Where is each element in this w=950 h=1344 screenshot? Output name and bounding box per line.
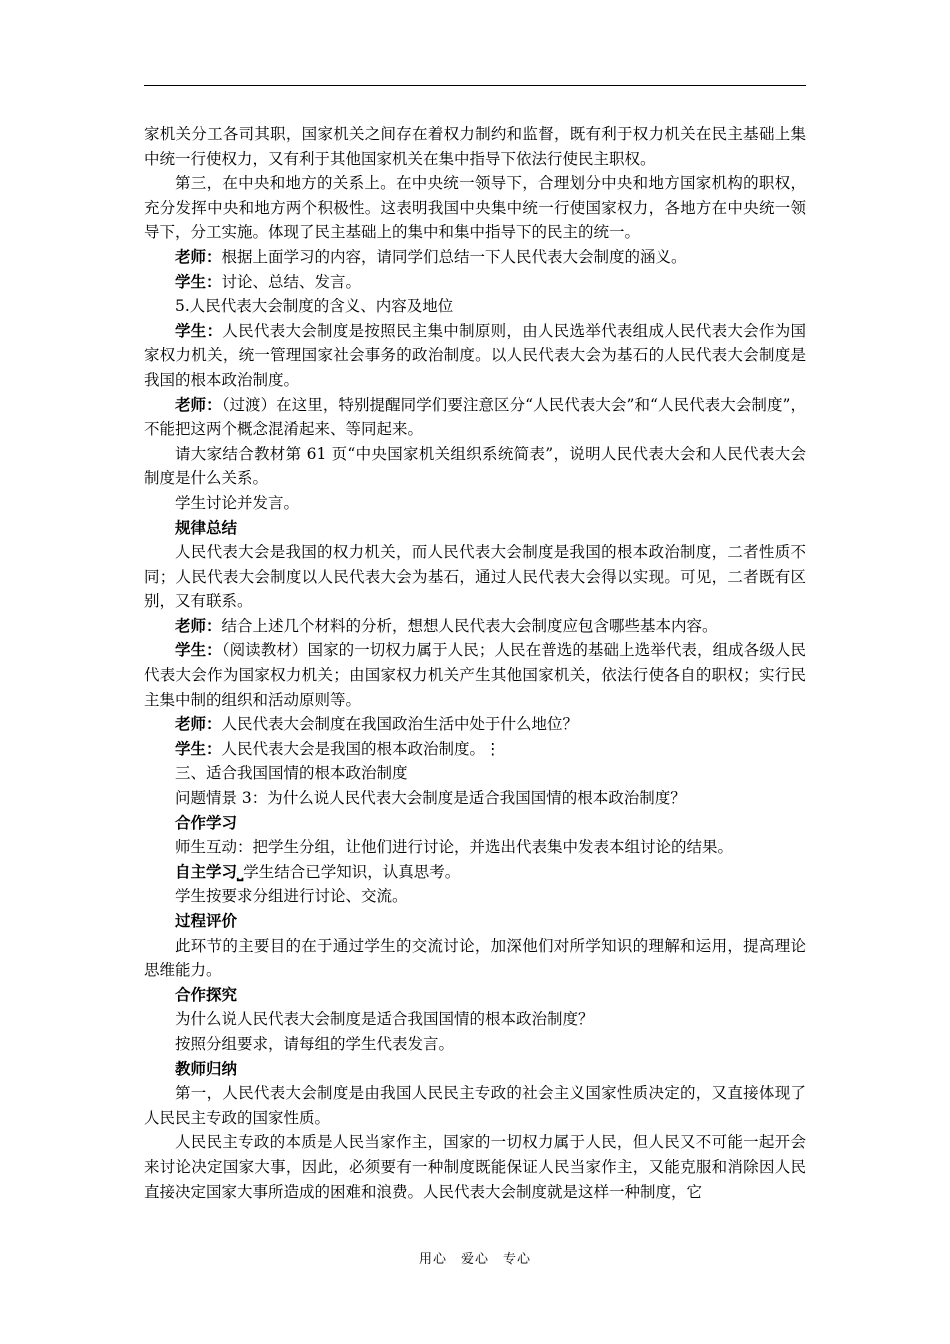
speaker-label: 老师： (175, 246, 222, 266)
paragraph: 学生讨论并发言。 (175, 493, 300, 512)
paragraph: 按照分组要求，请每组的学生代表发言。 (175, 1034, 455, 1053)
document-body (144, 122, 806, 1204)
subheading: 规律总结 (175, 517, 238, 537)
dialogue-line: 老师：根据上面学习的内容，请同学们总结一下人民代表大会制度的涵义。 (175, 246, 687, 266)
section-title: 三、适合我国国情的根本政治制度 (175, 764, 408, 783)
speaker-label: 学生： (175, 640, 222, 660)
paragraph: 学生按要求分组进行讨论、交流。 (175, 887, 408, 906)
separator-mark: ⎵ (237, 861, 244, 881)
subheading: 过程评价 (175, 911, 238, 930)
dialogue-line: 老师：人民代表大会制度在我国政治生活中处于什么地位？ (175, 714, 579, 734)
paragraph: 为什么说人民代表大会制度是适合我国国情的根本政治制度？ (175, 1010, 594, 1029)
dialogue-line: 老师：（过渡）在这里，特别提醒同学们要注意区分“人民代表大会”和“人民代表大会制度”，不能把这两个概念混淆起来、等同起来。 (144, 394, 806, 439)
speaker-label: 老师： (175, 615, 222, 635)
paragraph: 第一，人民代表大会制度是由我国人民民主专政的社会主义国家性质决定的，又直接体现了人民民主专政的国家性质。 (144, 1084, 806, 1127)
dialogue-line: 学生：人民代表大会是我国的根本政治制度。⋮ (175, 738, 501, 758)
section-title: 5.人民代表大会制度的含义、内容及地位 (175, 297, 454, 316)
subheading: 合作探究 (175, 984, 238, 1004)
speaker-label: 学生： (175, 271, 222, 291)
page-footer: 用心 爱心 专心 (418, 1252, 531, 1267)
paragraph: 人民民主专政的本质是人民当家作主，国家的一切权力属于人民，但人民又不可能一起开会来讨论决定国家大事，因此，必须要有一种制度既能保证人民当家作主，又能克服和消除因人民直接决定国家大事所造成的困难和浪费。人民代表大会制度就是这样一种制度，它 (144, 1133, 806, 1201)
paragraph: 此环节的主要目的在于通过学生的交流讨论，加深他们对所学知识的理解和运用，提高理论思维能力。 (144, 936, 806, 980)
speaker-label: 学生： (175, 320, 223, 340)
speaker-label: 老师： (175, 714, 222, 734)
subheading: 教师归纳 (175, 1058, 238, 1078)
subheading: 合作学习 (175, 812, 238, 832)
paragraph: 人民代表大会是我国的权力机关，而人民代表大会制度是我国的根本政治制度，二者性质不同；人民代表大会制度以人民代表大会为基石，通过人民代表大会得以实现。可见，二者既有区别，又有联系。 (144, 543, 806, 611)
speaker-label: 学生： (175, 738, 222, 758)
paragraph: 师生互动：把学生分组，让他们进行讨论，并选出代表集中发表本组讨论的结果。 (175, 838, 734, 857)
header-rule (144, 85, 806, 86)
paragraph: 第三，在中央和地方的关系上。在中央统一领导下，合理划分中央和地方国家机构的职权，充分发挥中央和地方两个积极性。这表明我国中央集中统一行使国家权力，各地方在中央统一领导下，分工实施。体现了民主基础上的集中和集中指导下的民主的统一。 (144, 174, 806, 242)
speaker-label: 老师： (175, 394, 222, 414)
dialogue-line: 学生：人民代表大会制度是按照民主集中制原则，由人民选举代表组成人民代表大会作为国家权力机关，统一管理国家社会事务的政治制度。以人民代表大会为基石的人民代表大会制度是我国的根本政治制度。 (144, 320, 806, 389)
dialogue-line: 自主学习⎵学生结合已学知识，认真思考。 (175, 861, 461, 881)
speaker-label: 自主学习 (175, 861, 238, 881)
paragraph: 问题情景 3：为什么说人民代表大会制度是适合我国国情的根本政治制度？ (175, 789, 686, 808)
dialogue-line: 学生：讨论、总结、发言。 (175, 271, 362, 291)
dialogue-line: 学生：（阅读教材）国家的一切权力属于人民；人民在普选的基础上选举代表，组成各级人民代表大会作为国家权力机关；由国家权力机关产生其他国家机关，依法行使各自的职权；实行民主集中制的组织和活动原则等。 (144, 640, 806, 709)
paragraph: 家机关分工各司其职，国家机关之间存在着权力制约和监督，既有利于权力机关在民主基础上集中统一行使权力，又有利于其他国家机关在集中指导下依法行使民主职权。 (144, 125, 806, 168)
dialogue-line: 老师：结合上述几个材料的分析，想想人民代表大会制度应包含哪些基本内容。 (175, 615, 718, 635)
paragraph: 请大家结合教材第 61 页“中央国家机关组织系统简表”，说明人民代表大会和人民代表大会制度是什么关系。 (144, 444, 806, 488)
